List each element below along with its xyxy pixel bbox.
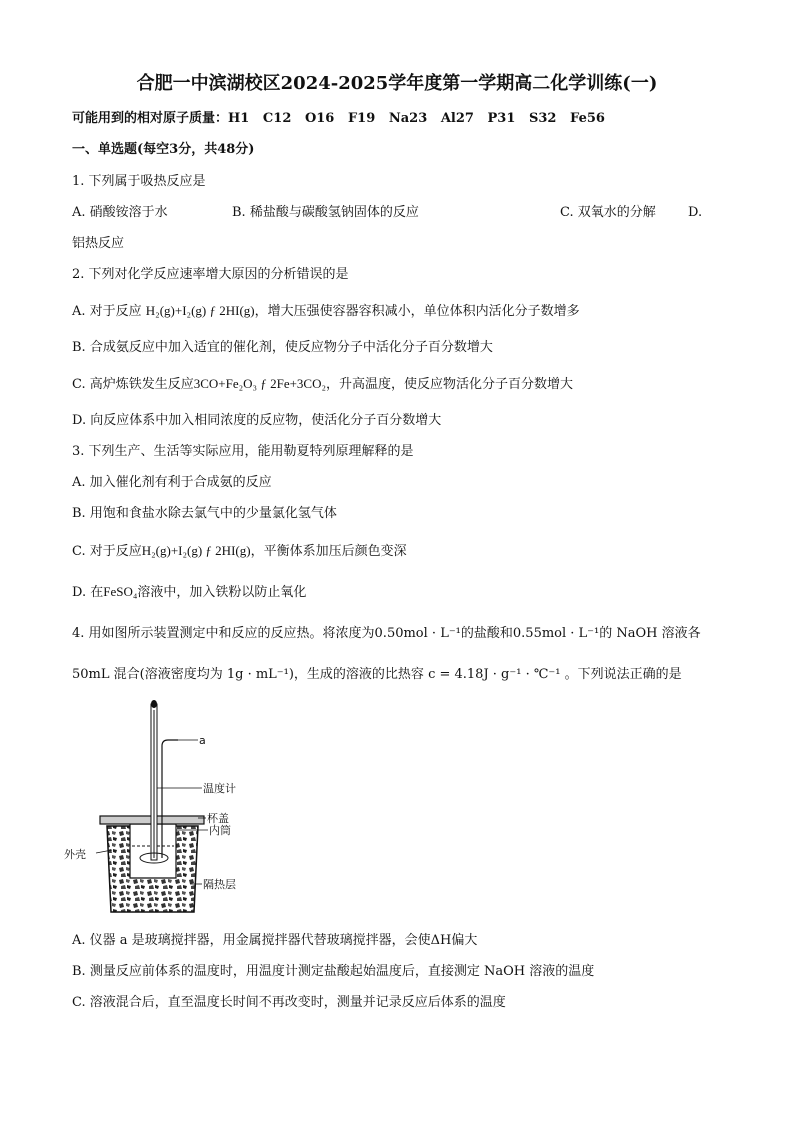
- thermometer-top: [151, 700, 157, 708]
- q2-option-a: [72, 302, 580, 321]
- label-insulation: 隔热层: [203, 878, 236, 891]
- q4-option-a: A. 仪器 a 是玻璃搅拌器，用金属搅拌器代替玻璃搅拌器，会使ΔH偏大: [72, 933, 478, 948]
- q2-stem: 2. 下列对化学反应速率增大原因的分析错误的是: [72, 267, 349, 282]
- atomic-mass: P31: [487, 111, 516, 126]
- q1-option-c: C. 双氧水的分解: [560, 205, 656, 220]
- q3-option-a: A. 加入催化剂有利于合成氨的反应: [72, 475, 272, 490]
- q1-option-d-text: 铝热反应: [72, 236, 125, 251]
- q3-d-formula: FeSO₄: [103, 584, 138, 599]
- q4-stem-line1: 4. 用如图所示装置测定中和反应的反应热。将浓度为0.50mol · L⁻¹的盐酸和0.55mol · L⁻¹的 NaOH 溶液各: [72, 626, 701, 641]
- q3-option-b: B. 用饱和食盐水除去氯气中的少量氯化氢气体: [72, 506, 337, 521]
- q2-a-prefix: A. 对于反应: [72, 304, 142, 319]
- q2-option-d: D. 向反应体系中加入相同浓度的反应物，使活化分子百分数增大: [72, 413, 442, 428]
- atomic-mass: Al27: [440, 111, 474, 126]
- q3-option-c: [72, 542, 407, 561]
- q2-a-equation: H₂(g)+I₂(g) ƒ 2HI(g): [145, 303, 255, 318]
- q1-option-a: A. 硝酸铵溶于水: [72, 205, 168, 220]
- label-outer-shell: 外壳: [64, 848, 86, 861]
- q1-option-b: B. 稀盐酸与碳酸氢钠固体的反应: [232, 205, 419, 220]
- q1-option-d-label: D.: [688, 205, 703, 220]
- q4-option-b: B. 测量反应前体系的温度时，用温度计测定盐酸起始温度后，直接测定 NaOH 溶液的温度: [72, 964, 595, 979]
- atomic-masses-label: 可能用到的相对原子质量：: [72, 111, 229, 126]
- atomic-mass: O16: [304, 111, 335, 126]
- atomic-mass: S32: [528, 111, 557, 126]
- q2-c-suffix: ，升高温度，使反应物活化分子百分数增大: [326, 377, 574, 392]
- q2-option-c: [72, 375, 573, 394]
- atomic-mass: H1: [228, 111, 250, 126]
- q2-c-prefix: C. 高炉炼铁发生反应: [72, 377, 194, 392]
- q3-c-prefix: C. 对于反应: [72, 544, 142, 559]
- q4-stem-line2: 50mL 混合(溶液密度均为 1g · mL⁻¹)，生成的溶液的比热容 c = 4.18J · g⁻¹ · ℃⁻¹ 。下列说法正确的是: [72, 667, 682, 682]
- label-a: a: [199, 734, 206, 747]
- atomic-mass: C12: [262, 111, 292, 126]
- page-title: 合肥一中滨湖校区2024-2025学年度第一学期高二化学训练(一): [136, 73, 658, 94]
- atomic-mass: F19: [347, 111, 376, 126]
- q1-stem: 1. 下列属于吸热反应是: [72, 174, 206, 189]
- label-thermometer: 温度计: [203, 782, 236, 795]
- label-inner-cup: 内筒: [209, 824, 231, 837]
- section-heading: 一、单选题(每空3分，共48分): [72, 142, 255, 157]
- q3-option-d: [72, 583, 306, 602]
- atomic-masses-line: [72, 110, 605, 128]
- atomic-mass: Fe56: [570, 111, 605, 126]
- q2-option-b: B. 合成氨反应中加入适宜的催化剂，使反应物分子中活化分子百分数增大: [72, 340, 493, 355]
- q4-option-c: C. 溶液混合后，直至温度长时间不再改变时，测量并记录反应后体系的温度: [72, 995, 506, 1010]
- q2-c-equation: 3CO+Fe₂O₃ ƒ 2Fe+3CO₂: [193, 376, 327, 391]
- q2-a-suffix: ，增大压强使容器容积减小，单位体积内活化分子数增多: [254, 304, 580, 319]
- q3-d-suffix: 溶液中，加入铁粉以防止氧化: [137, 585, 307, 600]
- atomic-mass: Na23: [388, 111, 428, 126]
- label-lid: 杯盖: [207, 812, 229, 825]
- q3-d-prefix: D. 在: [72, 585, 104, 600]
- q3-c-suffix: ，平衡体系加压后颜色变深: [250, 544, 407, 559]
- q3-stem: 3. 下列生产、生活等实际应用，能用勒夏特列原理解释的是: [72, 444, 414, 459]
- calorimeter-diagram: [62, 698, 262, 920]
- q3-c-equation: H₂(g)+I₂(g) ƒ 2HI(g): [141, 543, 251, 558]
